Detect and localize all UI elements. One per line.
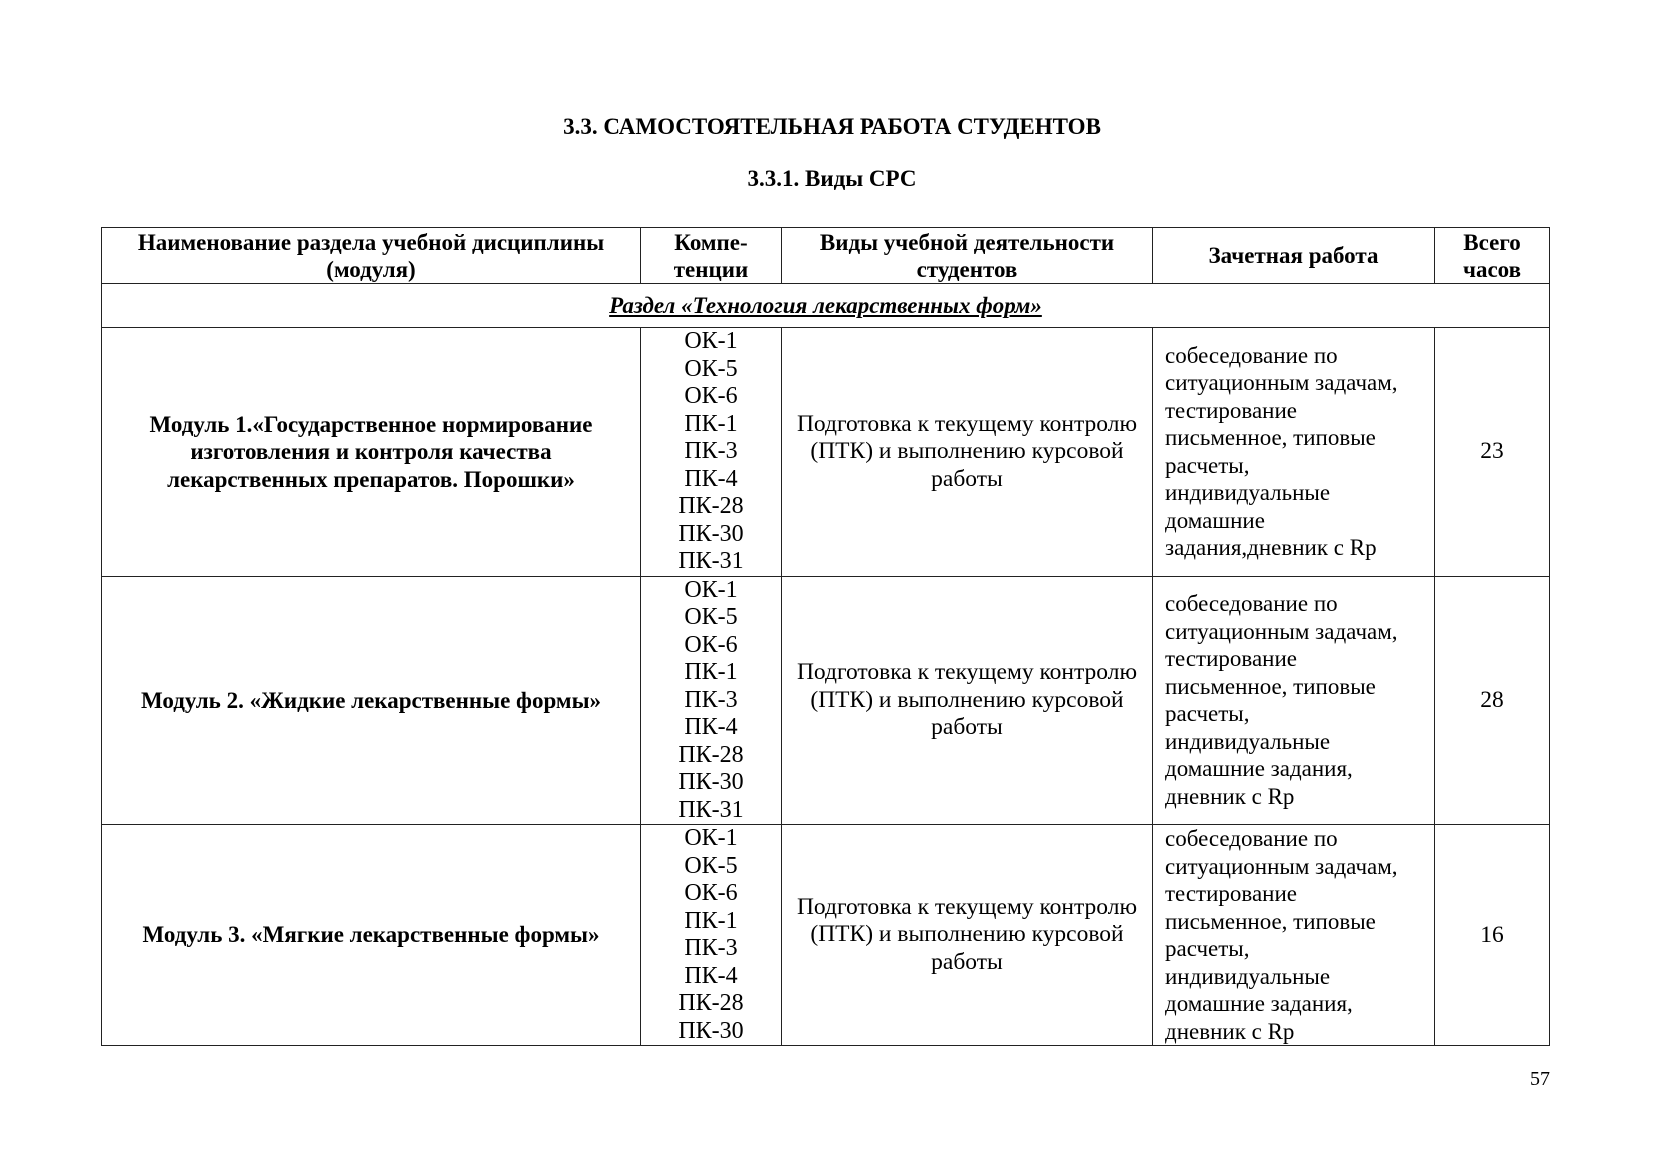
section-subtitle: 3.3.1. Виды СРС [747, 166, 917, 191]
competencies-cell: ОК-1 ОК-5 ОК-6 ПК-1 ПК-3 ПК-4 ПК-28 ПК-30 [641, 825, 782, 1046]
module-name: Модуль 3. «Мягкие лекарственные формы» [102, 825, 641, 1046]
header-competencies: Компе- тенции [641, 228, 782, 284]
module-name: Модуль 2. «Жидкие лекарственные формы» [102, 576, 641, 825]
table-row [102, 825, 1550, 1046]
section-title: Раздел «Технология лекарственных форм» [102, 284, 1550, 328]
activity-cell: Подготовка к текущему контролю (ПТК) и выполнению курсовой работы [782, 825, 1153, 1046]
header-section: Наименование раздела учебной дисциплины (модуля) [102, 228, 641, 284]
competencies-cell: ОК-1 ОК-5 ОК-6 ПК-1 ПК-3 ПК-4 ПК-28 ПК-30 ПК-31 [641, 576, 782, 825]
hours-cell: 28 [1435, 576, 1550, 825]
activity-cell: Подготовка к текущему контролю (ПТК) и выполнению курсовой работы [782, 576, 1153, 825]
page-title: 3.3. САМОСТОЯТЕЛЬНАЯ РАБОТА СТУДЕНТОВ [563, 114, 1101, 139]
hours-cell: 16 [1435, 825, 1550, 1046]
header-activities: Виды учебной деятельности студентов [782, 228, 1153, 284]
header-assessment: Зачетная работа [1153, 228, 1435, 284]
page-number: 57 [1530, 1068, 1550, 1090]
srs-table [101, 227, 1550, 1046]
table-header-row [102, 228, 1550, 284]
section-row [102, 284, 1550, 328]
assessment-cell: собеседование по ситуационным задачам, тестирование письменное, типовые расчеты, индивидуальные домашние задания,дневник с Rp [1153, 328, 1435, 577]
header-hours: Всего часов [1435, 228, 1550, 284]
table-row [102, 328, 1550, 577]
activity-cell: Подготовка к текущему контролю (ПТК) и выполнению курсовой работы [782, 328, 1153, 577]
assessment-cell: собеседование по ситуационным задачам, тестирование письменное, типовые расчеты, индивидуальные домашние задания, дневник с Rp [1153, 825, 1435, 1046]
hours-cell: 23 [1435, 328, 1550, 577]
table-row [102, 576, 1550, 825]
assessment-cell: собеседование по ситуационным задачам, тестирование письменное, типовые расчеты, индивидуальные домашние задания, дневник с Rp [1153, 576, 1435, 825]
module-name: Модуль 1.«Государственное нормирование изготовления и контроля качества лекарственных препаратов. Порошки» [102, 328, 641, 577]
competencies-cell: ОК-1 ОК-5 ОК-6 ПК-1 ПК-3 ПК-4 ПК-28 ПК-30 ПК-31 [641, 328, 782, 577]
